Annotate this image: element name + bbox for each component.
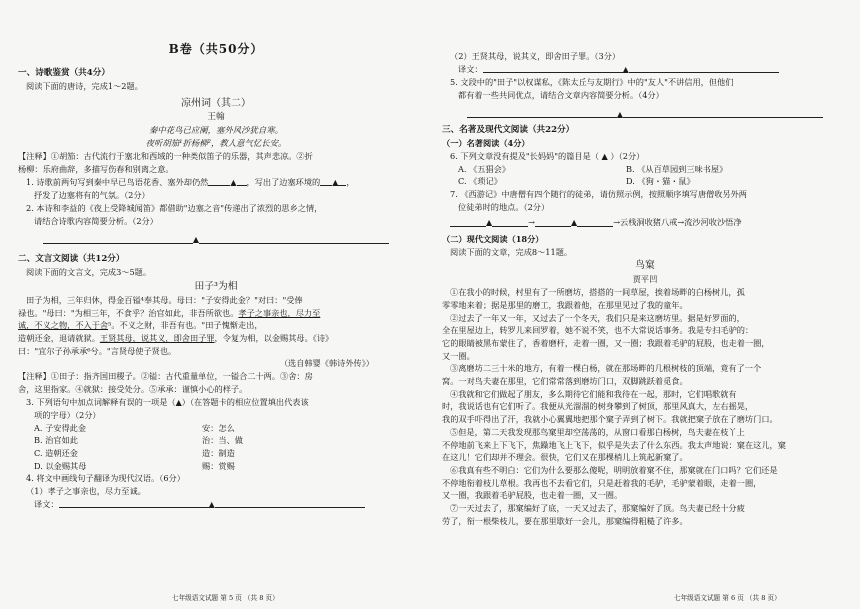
answer-marker: ▲ [230,177,237,187]
modern-text-title: 鸟窠 [635,260,655,272]
question-5-cont: 都有着一些共同优点，请结合文章内容简要分析。（4分） [458,89,664,100]
paragraph-line: ⑤但是，第二天我发现那鸟窠里却空荡荡的，从窗口看那白杨树，鸟夫妻在枝丫上 [450,426,745,437]
paragraph-line: ①在我小的时候，村里有了一所磨坊，搭搭的一间草屋，挨着场畔的白杨树儿，孤 [450,287,745,298]
poem-line-2: 夜听胡笳¹折杨柳²，教人意气忆长安。 [145,138,287,149]
poem-author: 王翰 [207,112,225,123]
question-6-options-row-1 [442,163,848,176]
answer-marker: ▲ [332,177,339,187]
poem-note-line-1: 【注释】①胡笳：古代流行于塞北和西域的一种类似笛子的乐器，其声悲凉。②折 [18,151,313,162]
left-page-footer: 七年级语文试题 第 5 页 （共 8 页） [172,593,279,602]
right-page [430,0,860,609]
modern-text-author: 贾平凹 [632,274,658,285]
question-3: 3. 下列语句中加点词解释有误的一项是（▲）（在答题卡的相应位置填出代表该 [26,396,309,407]
classical-note-line-2: 舍，这里指家。④就狱：接受处分。⑤承承：谨慎小心的样子。 [18,383,248,394]
question-2: 2. 本诗和李益的《夜上受降城闻笛》都借助"边塞之音"传递出了浓烈的思乡之情， [26,202,323,213]
option-c[interactable]: C. 《琐记》 [458,176,502,187]
question-7: 7. 《西游记》中唐僧有四个随行的徒弟，请仿照示例，按照顺序填写唐僧收另外两 [450,189,747,200]
classical-line-4: 造朝还金，退请就狱。王贤其母，说其义，即舍田子罪，令复为相，以金赐其母。《诗》 [18,333,334,344]
section-reading-heading: 三、名著及现代文阅读（共22分） [442,124,575,135]
classical-line-5: 曰："宜尔子孙承承⁶兮。"言贤母使子贤也。 [18,345,177,356]
question-5: 5. 文段中的"田子"以权谋私，《陈太丘与友期行》中的"友人"不讲信用，但他们 [450,77,734,88]
question-7-answer-line[interactable]: ▲ → ▲ →云栈洞收猪八戒→流沙河收沙悟净 [442,216,848,229]
classical-intro: 阅读下面的文言文，完成3～5题。 [26,267,152,278]
paragraph-line: 我的双手吓得出了汗，我就小心翼翼地把那个窠子弄到了树下。我就把窠子放在了磨坊门口。 [442,414,778,425]
paragraph-line: 它的眼睛被黑布蒙住了，香着磨杆，走着一圈，又一圈；我跟着毛驴的屁股，也走着一圈， [442,337,770,348]
question-4-1-answer[interactable]: 译文： ▲ [18,498,414,511]
question-4-1: （1）孝子之事亲也，尽力至诚。 [26,486,146,497]
poem-line-1: 秦中花鸟已应阑，塞外风沙犹自寒。 [149,125,283,136]
question-4: 4. 将文中画线句子翻译为现代汉语。（6分） [26,473,185,484]
left-page [0,0,428,609]
paragraph-line: 劳了，衔一根柴枝儿，要在那里歇好一会儿，那窠编得粗糙了许多。 [442,515,688,526]
classical-line-2: 禄也。"母曰："为相三年，不食乎？治官如此，非吾所欲也。孝子之事亲也，尽力至 [18,307,321,318]
question-4-2: （2）王贤其母，说其义，即舍田子罪。（3分） [450,51,621,61]
classical-note-line-1: 【注释】①田子：指齐国田稷子。②镒：古代重量单位，一镒合二十两。③舍：房 [18,371,313,382]
paragraph-line: 不停地前飞来上下飞下，焦躁地飞上飞下，似乎是失去了什么东西。我太声地说：窠在这儿，窠 [442,439,786,450]
modern-intro: 阅读下面的文章，完成8～11题。 [450,246,573,257]
question-5-answer-line[interactable]: ▲ [442,108,848,121]
question-4-2-answer[interactable]: 译文： ▲ [442,63,848,76]
paragraph-line: 全在里屋边上，转罗儿来回罗着，她不说不笑，也不大常说话事务。我是专扫毛驴的： [442,325,754,336]
paragraph-line: 窝。一对鸟夫妻在那里，它们常常落到磨坊门口，双脚跳跃着觅食。 [442,376,688,387]
paragraph-line: ⑥我真有些不明白：它们为什么要那么傻呢，明明放着窠不住，那窠就在门口吗？它们还是 [450,464,778,475]
right-page-footer: 七年级语文试题 第 6 页 （共 8 页） [674,593,781,602]
paragraph-line: ②过去了一年又一年，又过去了一个冬天，我们只是来这磨坊里。据是好罗面的， [450,312,745,323]
poetry-intro: 阅读下面的唐诗，完成1～2题。 [26,80,143,91]
paragraph-line: ⑦一天过去了，那窠编好了底，一天又过去了，那窠编好了顶。鸟夫妻已经十分疲 [450,503,745,514]
question-3-cont: 项的字母）（2分） [34,409,101,420]
question-2-cont: 请结合诗歌内容简要分析。（2分） [34,215,158,226]
paragraph-line: ④我就和它们做起了朋友，多么期待它们能和我待在一起，那时，它们唱歌就有 [450,388,737,399]
option-a[interactable]: A. 《五猖会》 [458,163,511,174]
paragraph-line: 在这儿！它们却并不理会。很快，它们又在那棵梢儿上筑起新窠了。 [442,452,688,463]
option-b[interactable]: B. 治官如此 治：当、做 [34,435,243,446]
subsection-classics-heading: （一）名著阅读（4分） [442,138,530,149]
question-1-cont: 抒发了边塞将有的气氛。（2分） [34,190,150,201]
paragraph-line: 又一圈，我跟着毛驴屁股，也走着一圈，又一圈。 [442,490,623,501]
question-1: 1. 诗歌前两句写到秦中早已鸟语花香、塞外却仍然 ▲ ，写出了边塞环境的 ▲ ， [26,176,355,187]
question-2-answer-line[interactable]: ▲ [18,233,414,246]
option-d[interactable]: D. 《狗・猫・鼠》 [626,176,695,187]
paragraph-line: 零零地来着；据是那里的磨工，我跟着他，在那里见过了我的童年。 [442,299,688,310]
subsection-modern-heading: （二）现代文阅读（18分） [442,233,544,244]
poem-title: 凉州词（其二） [181,97,251,109]
classical-source: （选自韩婴《韩诗外传》） [279,358,374,369]
question-7-cont: 位徒弟时的地点。（2分） [458,201,550,212]
option-b[interactable]: B. 《从百草园到三味书屋》 [626,163,728,174]
option-c[interactable]: C. 造朝还金 造：制造 [34,448,235,459]
classical-text-title: 田子³为相 [194,280,238,292]
question-6-options-row-2 [442,175,848,188]
question-6: 6. 下列文章没有提及"长妈妈"的篇目是（ ▲ ）（2分） [450,150,645,161]
section-poetry-heading: 一、诗歌鉴赏（共4分） [18,67,110,78]
section-b-title: B卷（共50分） [168,42,264,56]
paragraph-line: 时，我说话也有它们听了。我便从光溜溜的树身攀到了树顶，那里风真大，左右摇晃， [442,401,754,412]
classical-line-1: 田子为相，三年归休，得金百镒⁴奉其母。母曰："子安得此金？"对曰："受俸 [26,294,303,305]
paragraph-line: 又一圈。 [442,350,475,361]
poem-note-line-2: 杨柳：乐府曲辞，多描写伤春和别离之意。 [18,164,174,175]
classical-line-3: 诚，不义之物，不入于舍⁵。不义之财，非吾有也。"田子愧惭走出， [18,320,263,331]
section-classical-heading: 二、文言文阅读（共12分） [18,253,125,264]
option-a[interactable]: A. 子安得此金 安：怎么 [34,422,235,433]
paragraph-line: ③离磨坊二三十米的地方，有着一棵白杨，就在那场畔的几根树枝的顶端，竟有了一个 [450,363,762,374]
option-d[interactable]: D. 以金赐其母 赐：赏赐 [34,460,235,471]
paragraph-line: 不停地衔着枝儿草根。我再也不去看它们，只是赶着我的毛驴，毛驴蒙着眼，走着一圈， [442,477,762,488]
